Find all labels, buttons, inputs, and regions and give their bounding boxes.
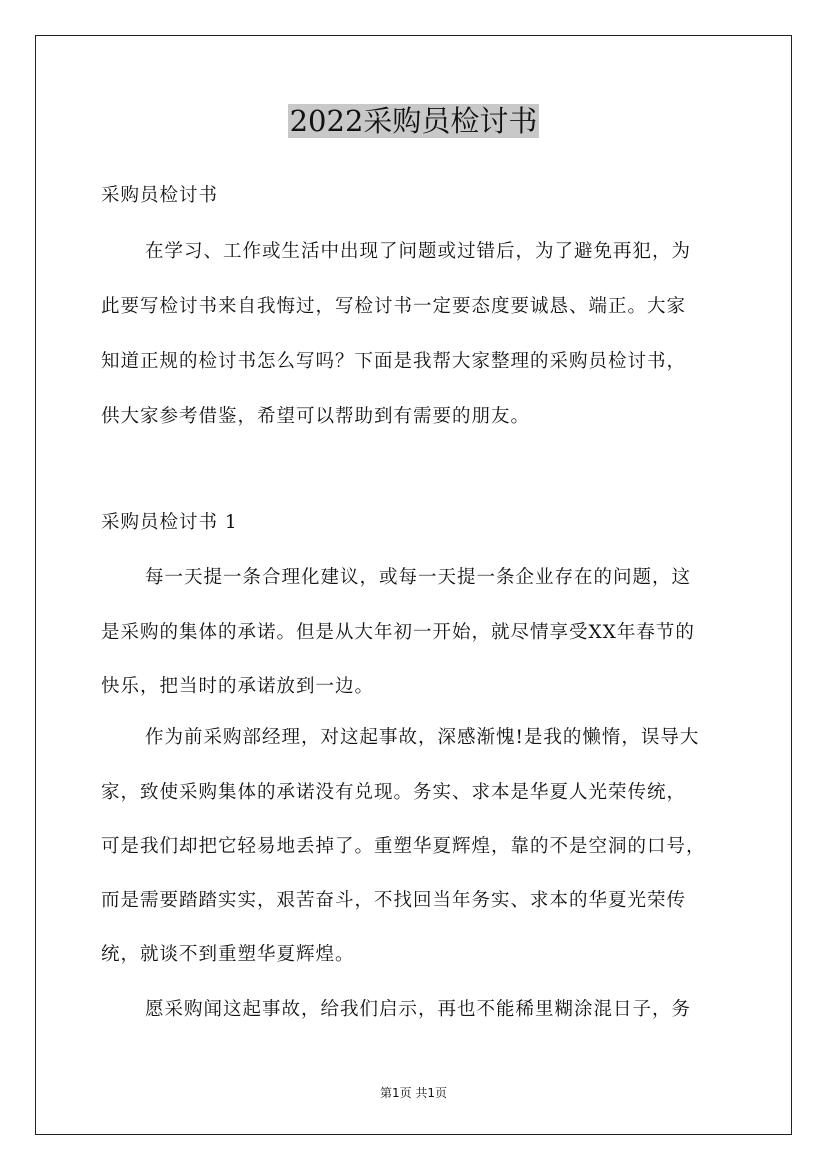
paragraph-line: 作为前采购部经理，对这起事故，深感渐愧!是我的懒惰，误导大 [145,727,700,748]
paragraph-line: 统，就谈不到重塑华夏辉煌。 [101,944,355,965]
document-title-container [0,100,827,142]
subtitle: 采购员检讨书 [101,185,219,206]
paragraph-line: 家，致使采购集体的承诺没有兑现。务实、求本是华夏人光荣传统， [101,782,687,803]
paragraph-line: 而是需要踏踏实实，艰苦奋斗，不找回当年务实、求本的华夏光荣传 [101,890,687,911]
paragraph-line: 是采购的集体的承诺。但是从大年初一开始，就尽情享受XX年春节的 [101,622,695,643]
intro-line: 知道正规的检讨书怎么写吗？下面是我帮大家整理的采购员检讨书， [101,351,687,372]
document-title: 2022采购员检讨书 [289,104,538,138]
intro-line: 供大家参考借鉴，希望可以帮助到有需要的朋友。 [101,406,531,427]
page-footer: 第1页 共1页 [379,1086,448,1100]
paragraph-line: 可是我们却把它轻易地丢掉了。重塑华夏辉煌，靠的不是空洞的口号， [101,836,706,857]
section-heading: 采购员检讨书 1 [101,512,238,533]
intro-line: 此要写检讨书来自我悔过，写检讨书一定要态度要诚恳、端正。大家 [101,296,687,317]
intro-line: 在学习、工作或生活中出现了问题或过错后，为了避免再犯，为 [145,241,692,262]
paragraph-line: 愿采购闻这起事故，给我们启示，再也不能稀里糊涂混日子，务 [145,999,692,1020]
paragraph-line: 快乐，把当时的承诺放到一边。 [101,676,375,697]
paragraph-line: 每一天提一条合理化建议，或每一天提一条企业存在的问题，这 [145,567,692,588]
